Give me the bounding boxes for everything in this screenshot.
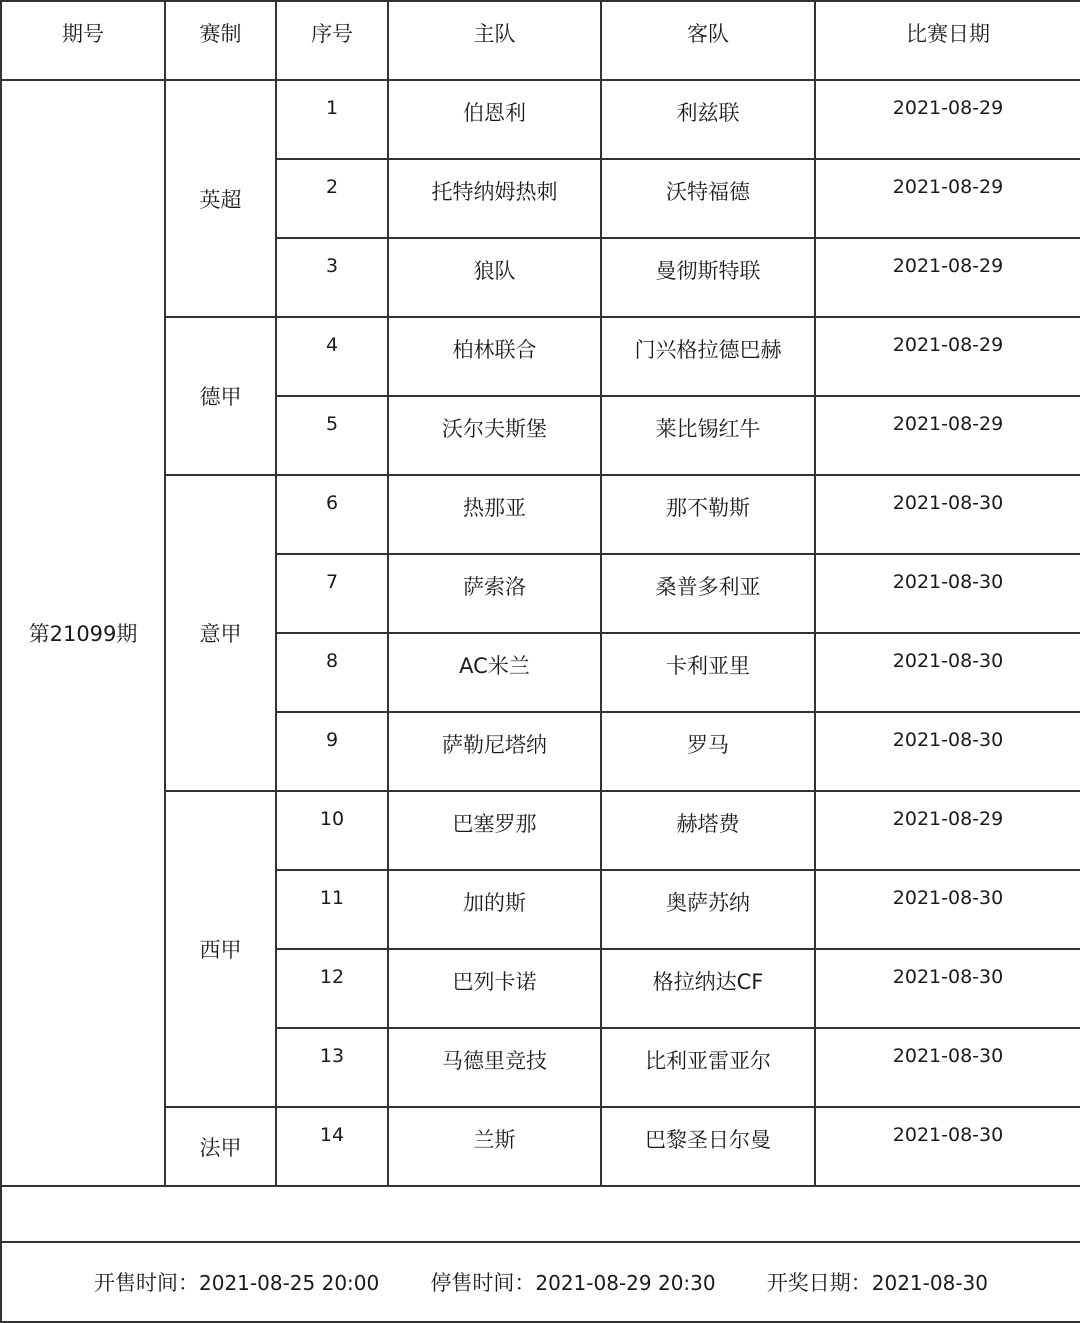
sale-start-value: 2021-08-25 20:00 <box>199 1271 380 1295</box>
header-format: 赛制 <box>165 1 276 80</box>
league-cell-serie-a: 意甲 <box>165 475 276 791</box>
away-team: 桑普多利亚 <box>601 554 815 633</box>
draw-date <box>767 1267 988 1297</box>
match-date: 2021-08-29 <box>815 317 1080 396</box>
match-date: 2021-08-29 <box>815 80 1080 159</box>
match-date: 2021-08-30 <box>815 1107 1080 1186</box>
sale-end-label: 停售时间： <box>430 1271 536 1295</box>
sale-start <box>94 1267 379 1297</box>
match-date: 2021-08-29 <box>815 159 1080 238</box>
home-team: 巴塞罗那 <box>388 791 601 870</box>
home-team: 马德里竞技 <box>388 1028 601 1107</box>
blank-cell <box>1 1186 1080 1242</box>
away-team: 门兴格拉德巴赫 <box>601 317 815 396</box>
home-team: 柏林联合 <box>388 317 601 396</box>
sale-start-label: 开售时间： <box>94 1271 199 1295</box>
match-date: 2021-08-30 <box>815 475 1080 554</box>
match-date: 2021-08-29 <box>815 791 1080 870</box>
match-date: 2021-08-30 <box>815 633 1080 712</box>
home-team: 巴列卡诺 <box>388 949 601 1028</box>
home-team: 萨索洛 <box>388 554 601 633</box>
away-team: 沃特福德 <box>601 159 815 238</box>
header-away-team: 客队 <box>601 1 815 80</box>
away-team: 赫塔费 <box>601 791 815 870</box>
away-team: 巴黎圣日尔曼 <box>601 1107 815 1186</box>
match-number: 14 <box>276 1107 388 1186</box>
away-team: 那不勒斯 <box>601 475 815 554</box>
draw-date-value: 2021-08-30 <box>871 1271 988 1295</box>
away-team: 莱比锡红牛 <box>601 396 815 475</box>
away-team: 比利亚雷亚尔 <box>601 1028 815 1107</box>
match-number: 8 <box>276 633 388 712</box>
home-team: 热那亚 <box>388 475 601 554</box>
home-team: 沃尔夫斯堡 <box>388 396 601 475</box>
home-team: AC米兰 <box>388 633 601 712</box>
draw-date-label: 开奖日期： <box>766 1271 872 1295</box>
league-cell-bundesliga: 德甲 <box>165 317 276 475</box>
league-cell-epl: 英超 <box>165 80 276 317</box>
away-team: 罗马 <box>601 712 815 791</box>
sale-end-value: 2021-08-29 20:30 <box>535 1271 716 1295</box>
match-date: 2021-08-30 <box>815 870 1080 949</box>
match-date: 2021-08-30 <box>815 712 1080 791</box>
match-number: 2 <box>276 159 388 238</box>
match-date: 2021-08-30 <box>815 554 1080 633</box>
header-home-team: 主队 <box>388 1 601 80</box>
match-number: 11 <box>276 870 388 949</box>
match-number: 12 <box>276 949 388 1028</box>
league-cell-ligue-1: 法甲 <box>165 1107 276 1186</box>
match-number: 3 <box>276 238 388 317</box>
match-date: 2021-08-30 <box>815 949 1080 1028</box>
issue-number-cell: 第21099期 <box>1 80 165 1186</box>
home-team: 萨勒尼塔纳 <box>388 712 601 791</box>
header-issue: 期号 <box>1 1 165 80</box>
match-number: 13 <box>276 1028 388 1107</box>
header-match-date: 比赛日期 <box>815 1 1080 80</box>
away-team: 曼彻斯特联 <box>601 238 815 317</box>
header-number: 序号 <box>276 1 388 80</box>
home-team: 狼队 <box>388 238 601 317</box>
match-number: 6 <box>276 475 388 554</box>
match-number: 9 <box>276 712 388 791</box>
home-team: 伯恩利 <box>388 80 601 159</box>
sale-end <box>430 1267 715 1297</box>
match-number: 5 <box>276 396 388 475</box>
away-team: 格拉纳达CF <box>601 949 815 1028</box>
footer-cell <box>1 1242 1080 1322</box>
away-team: 利兹联 <box>601 80 815 159</box>
footer-info <box>2 1267 1080 1297</box>
match-date: 2021-08-30 <box>815 1028 1080 1107</box>
league-cell-la-liga: 西甲 <box>165 791 276 1107</box>
table-row <box>1 80 1080 159</box>
header-row <box>1 1 1080 80</box>
away-team: 奥萨苏纳 <box>601 870 815 949</box>
home-team: 托特纳姆热刺 <box>388 159 601 238</box>
away-team: 卡利亚里 <box>601 633 815 712</box>
match-number: 7 <box>276 554 388 633</box>
home-team: 兰斯 <box>388 1107 601 1186</box>
home-team: 加的斯 <box>388 870 601 949</box>
match-date: 2021-08-29 <box>815 238 1080 317</box>
blank-row <box>1 1186 1080 1242</box>
match-number: 10 <box>276 791 388 870</box>
match-number: 4 <box>276 317 388 396</box>
match-number: 1 <box>276 80 388 159</box>
match-date: 2021-08-29 <box>815 396 1080 475</box>
footer-row <box>1 1242 1080 1322</box>
